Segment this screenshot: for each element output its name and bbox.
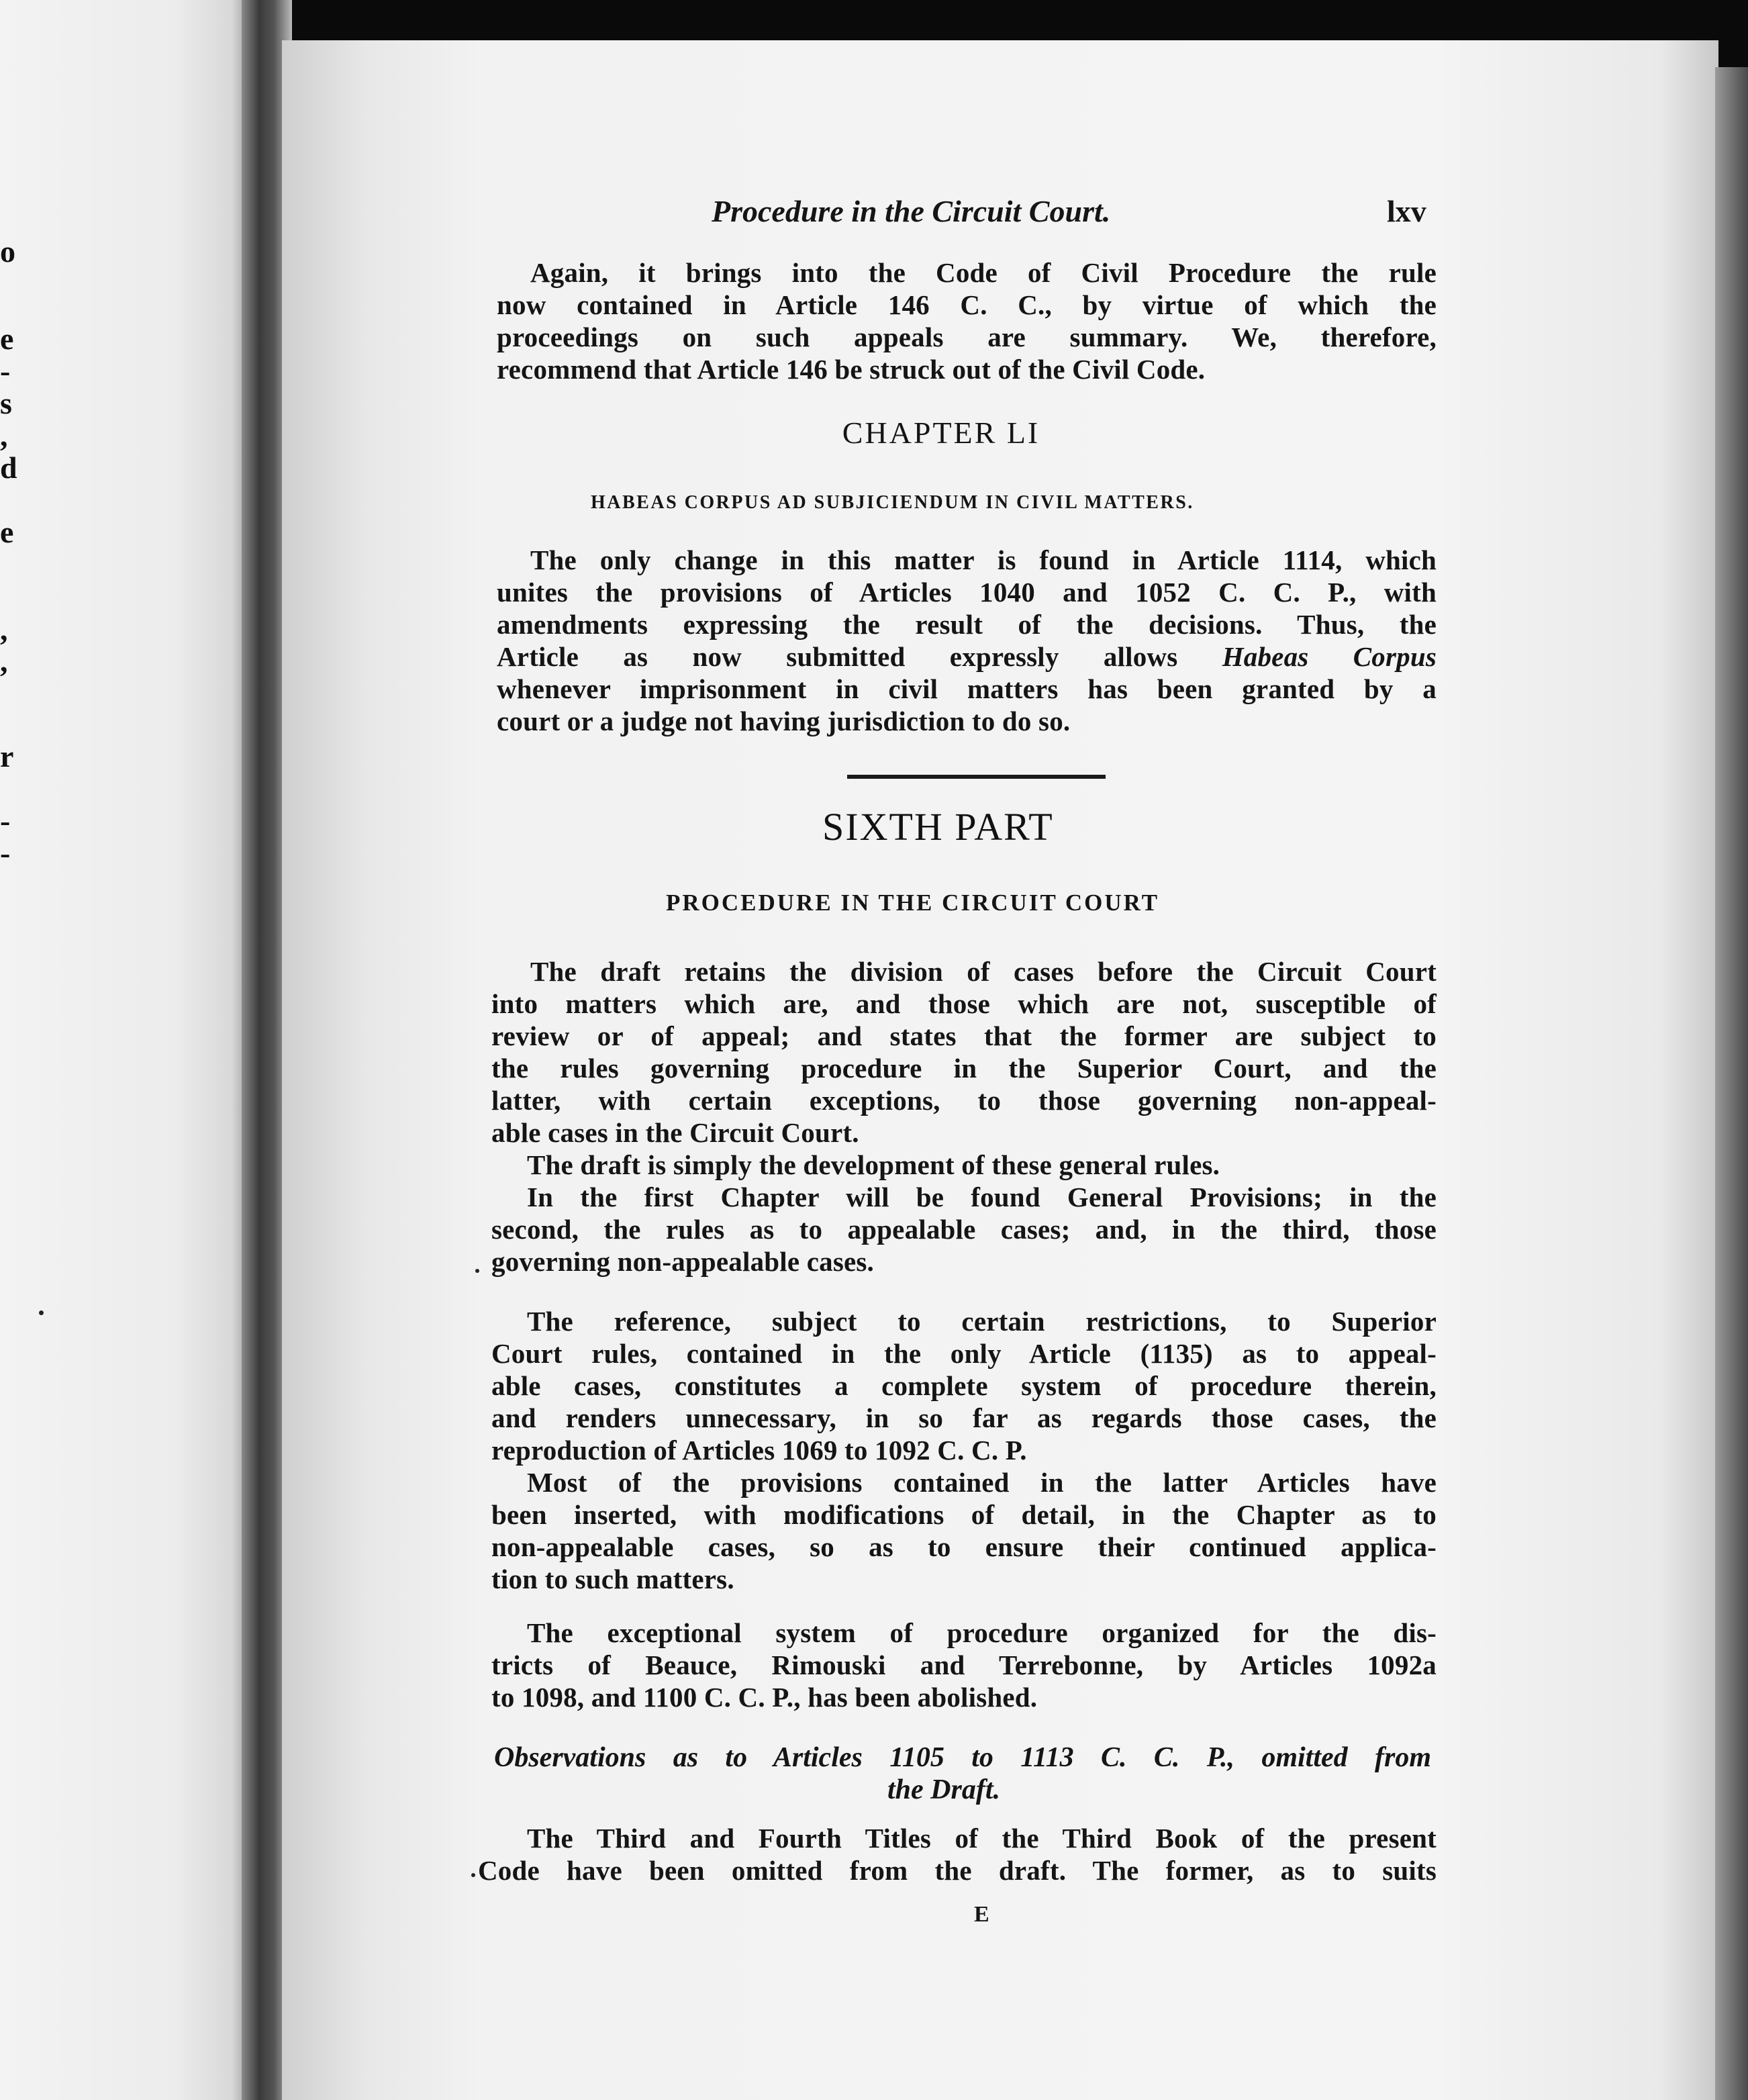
left-page-fragment: , <box>0 644 8 678</box>
text-line: proceedings on such appeals are summary. We, therefore, <box>497 322 1437 352</box>
scan-speck <box>475 1269 479 1273</box>
text-line: now contained in Article 146 C. C., by virtue of which the <box>497 289 1437 320</box>
text-line: The only change in this matter is found in Article 1114, which <box>530 544 1437 575</box>
left-page-fragment: , <box>0 418 8 452</box>
part-title: SIXTH PART <box>822 805 1054 849</box>
text-line: able cases in the Circuit Court. <box>491 1117 859 1148</box>
left-page-fragment: o <box>0 234 15 269</box>
left-page <box>0 0 252 2100</box>
left-page-fragment: - <box>0 804 11 838</box>
text-line: been inserted, with modifications of detail, in the Chapter as to <box>491 1499 1437 1530</box>
left-page-fragment: - <box>0 836 11 870</box>
page-edge-shadow <box>1715 67 1748 2100</box>
text-line: the rules governing procedure in the Superior Court, and the <box>491 1053 1437 1084</box>
text-line: latter, with certain exceptions, to those governing non-appeal- <box>491 1085 1437 1116</box>
text-line: The Third and Fourth Titles of the Third Book of the present <box>527 1823 1437 1854</box>
left-page-fragment: e <box>0 515 14 549</box>
text-line: The exceptional system of procedure organized for the dis- <box>527 1617 1437 1648</box>
scan-speck <box>471 1873 475 1877</box>
text-line: non-appealable cases, so as to ensure their continued applica- <box>491 1531 1437 1562</box>
page-number: lxv <box>1387 194 1426 228</box>
text-line: whenever imprisonment in civil matters has been granted by a <box>497 673 1437 704</box>
text-line: able cases, constitutes a complete system of procedure therein, <box>491 1370 1437 1401</box>
text-line: Again, it brings into the Code of Civil Procedure the rule <box>530 257 1437 288</box>
latin-term: Habeas Corpus <box>1222 641 1437 672</box>
text-line: tion to such matters. <box>491 1564 734 1594</box>
running-head: Procedure in the Circuit Court. <box>712 194 1111 228</box>
text-line: review or of appeal; and states that the former are subject to <box>491 1020 1437 1051</box>
signature-mark: E <box>974 1902 989 1927</box>
text-line: Code have been omitted from the draft. The former, as to suits <box>478 1855 1437 1886</box>
section-rule <box>847 775 1106 779</box>
text-line: unites the provisions of Articles 1040 and 1052 C. C. P., with <box>497 577 1437 608</box>
text-line: The draft retains the division of cases before the Circuit Court <box>530 956 1437 987</box>
text-line: and renders unnecessary, in so far as regards those cases, the <box>491 1402 1437 1433</box>
text-line: second, the rules as to appealable cases; and, in the third, those <box>491 1214 1437 1245</box>
part-subtitle: PROCEDURE IN THE CIRCUIT COURT <box>666 890 1160 916</box>
text-line: amendments expressing the result of the decisions. Thus, the <box>497 609 1437 640</box>
left-page-fragment: r <box>0 739 14 773</box>
text-line: The reference, subject to certain restrictions, to Superior <box>527 1306 1437 1337</box>
text-line: The draft is simply the development of these general rules. <box>527 1149 1220 1180</box>
text-line: to 1098, and 1100 C. C. P., has been abolished. <box>491 1682 1038 1713</box>
scan-speck <box>39 1310 44 1315</box>
observations-heading: Observations as to Articles 1105 to 1113 C. C. P., omitted from <box>494 1742 1431 1773</box>
text-line: recommend that Article 146 be struck out of the Civil Code. <box>497 354 1206 385</box>
left-page-fragment: d <box>0 450 17 485</box>
left-page-fragment: - <box>0 354 11 388</box>
text-line: Court rules, contained in the only Article (1135) as to appeal- <box>491 1338 1437 1369</box>
left-page-fragment: s <box>0 386 12 420</box>
left-page-fragment: , <box>0 612 8 647</box>
text-line: into matters which are, and those which are not, susceptible of <box>491 988 1437 1019</box>
text-line: governing non-appealable cases. <box>491 1246 874 1277</box>
text-line: In the first Chapter will be found General Provisions; in the <box>527 1182 1437 1212</box>
text-line: reproduction of Articles 1069 to 1092 C. C. P. <box>491 1435 1027 1466</box>
text-line: Most of the provisions contained in the latter Articles have <box>527 1467 1437 1498</box>
left-page-fragment: e <box>0 322 14 356</box>
chapter-subtitle: HABEAS CORPUS AD SUBJICIENDUM IN CIVIL MATTERS. <box>591 492 1194 513</box>
chapter-title: CHAPTER LI <box>842 416 1040 450</box>
text-line: Article as now submitted expressly allows Habeas Corpus <box>497 641 1437 672</box>
observations-heading-continued: the Draft. <box>887 1774 1000 1805</box>
text-line: court or a judge not having jurisdiction to do so. <box>497 706 1071 736</box>
text-line: tricts of Beauce, Rimouski and Terrebonne, by Articles 1092a <box>491 1650 1437 1680</box>
